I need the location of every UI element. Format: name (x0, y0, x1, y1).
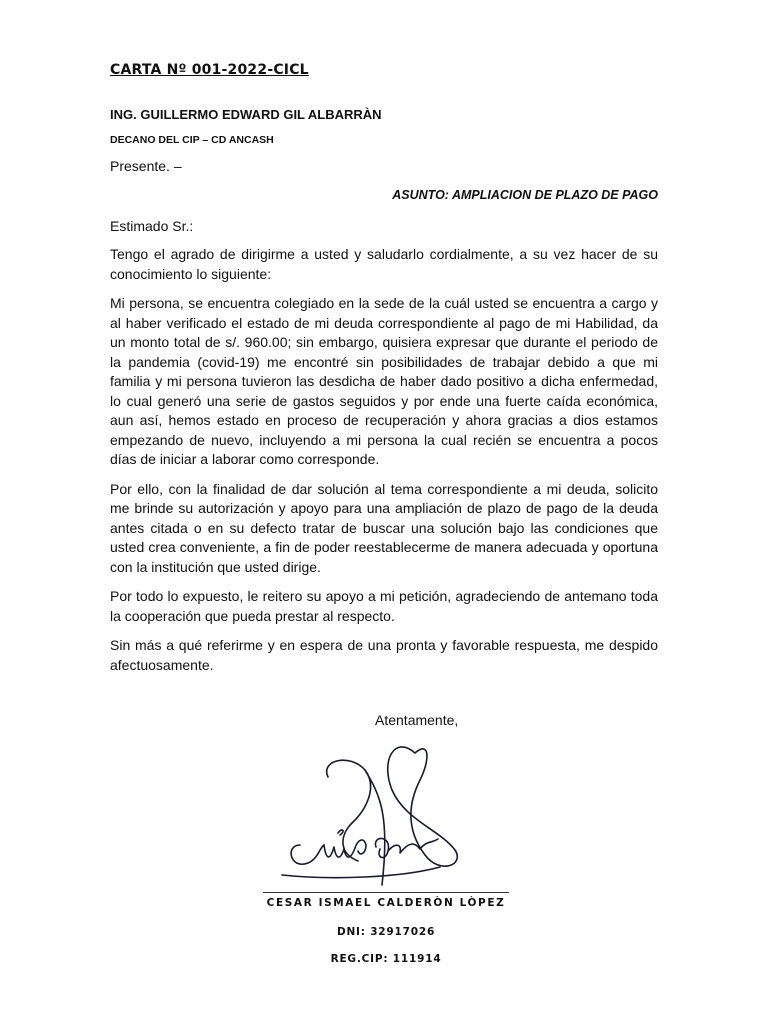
letter-body (110, 245, 658, 685)
signer-name: CESAR ISMAEL CALDERÒN LÒPEZ (266, 897, 506, 909)
signature-line (263, 892, 509, 893)
paragraph-situation: Mi persona, se encuentra colegiado en la sede de la cuál usted se encuentra a cargo y al haber verificado el estado de mi deuda correspondiente al pago de mi Habilidad, da un monto total de s/. 960.00; sin embargo, quisiera expresar que durante el periodo de la pandemia (covid-19) me encontré sin posibilidades de trabajar debido a que mi familia y mi persona tuvieron las desdicha de haber dado positivo a dicha enfermedad, lo cual generó una serie de gastos seguidos y por ende una fuerte caída económica, aun así, hemos estado en proceso de recuperación y ahora gracias a dios estamos empezando de nuevo, incluyendo a mi persona la cual recién se encuentra a pocos días de iniciar a laborar como corresponde. (110, 295, 658, 467)
closing: Atentamente, (375, 712, 459, 728)
recipient-role: DECANO DEL CIP – CD ANCASH (110, 134, 274, 146)
paragraph-thanks: Por todo lo expuesto, le reitero su apoyo a mi petición, agradeciendo de antemano toda la cooperación que pueda prestar al respecto. (110, 588, 658, 624)
subject-line: ASUNTO: AMPLIACION DE PLAZO DE PAGO (392, 188, 658, 202)
letter-reference: CARTA Nº 001-2022-CICL (110, 62, 309, 78)
salutation: Estimado Sr.: (110, 218, 194, 234)
paragraph-intro: Tengo el agrado de dirigirme a usted y saludarlo cordialmente, a su vez hacer de su conocimiento lo siguiente: (110, 246, 658, 282)
signer-dni: DNI: 32917026 (336, 926, 436, 938)
paragraph-request: Por ello, con la finalidad de dar solución al tema correspondiente a mi deuda, solicito me brinde su autorización y apoyo para una ampliación de plazo de pago de la deuda antes citada o en su defecto tratar de buscar una solución bajo las condiciones que usted crea conveniente, a fin de poder reestablecerme de manera adecuada y oportuna con la institución que usted dirige. (110, 480, 658, 575)
handwritten-signature (280, 735, 500, 895)
paragraph-farewell: Sin más a qué referirme y en espera de una pronta y favorable respuesta, me despido afectuosamente. (110, 637, 658, 673)
present-line: Presente. – (110, 158, 182, 174)
recipient-name: ING. GUILLERMO EDWARD GIL ALBARRÀN (110, 107, 382, 122)
signer-registration: REG.CIP: 111914 (330, 953, 442, 965)
